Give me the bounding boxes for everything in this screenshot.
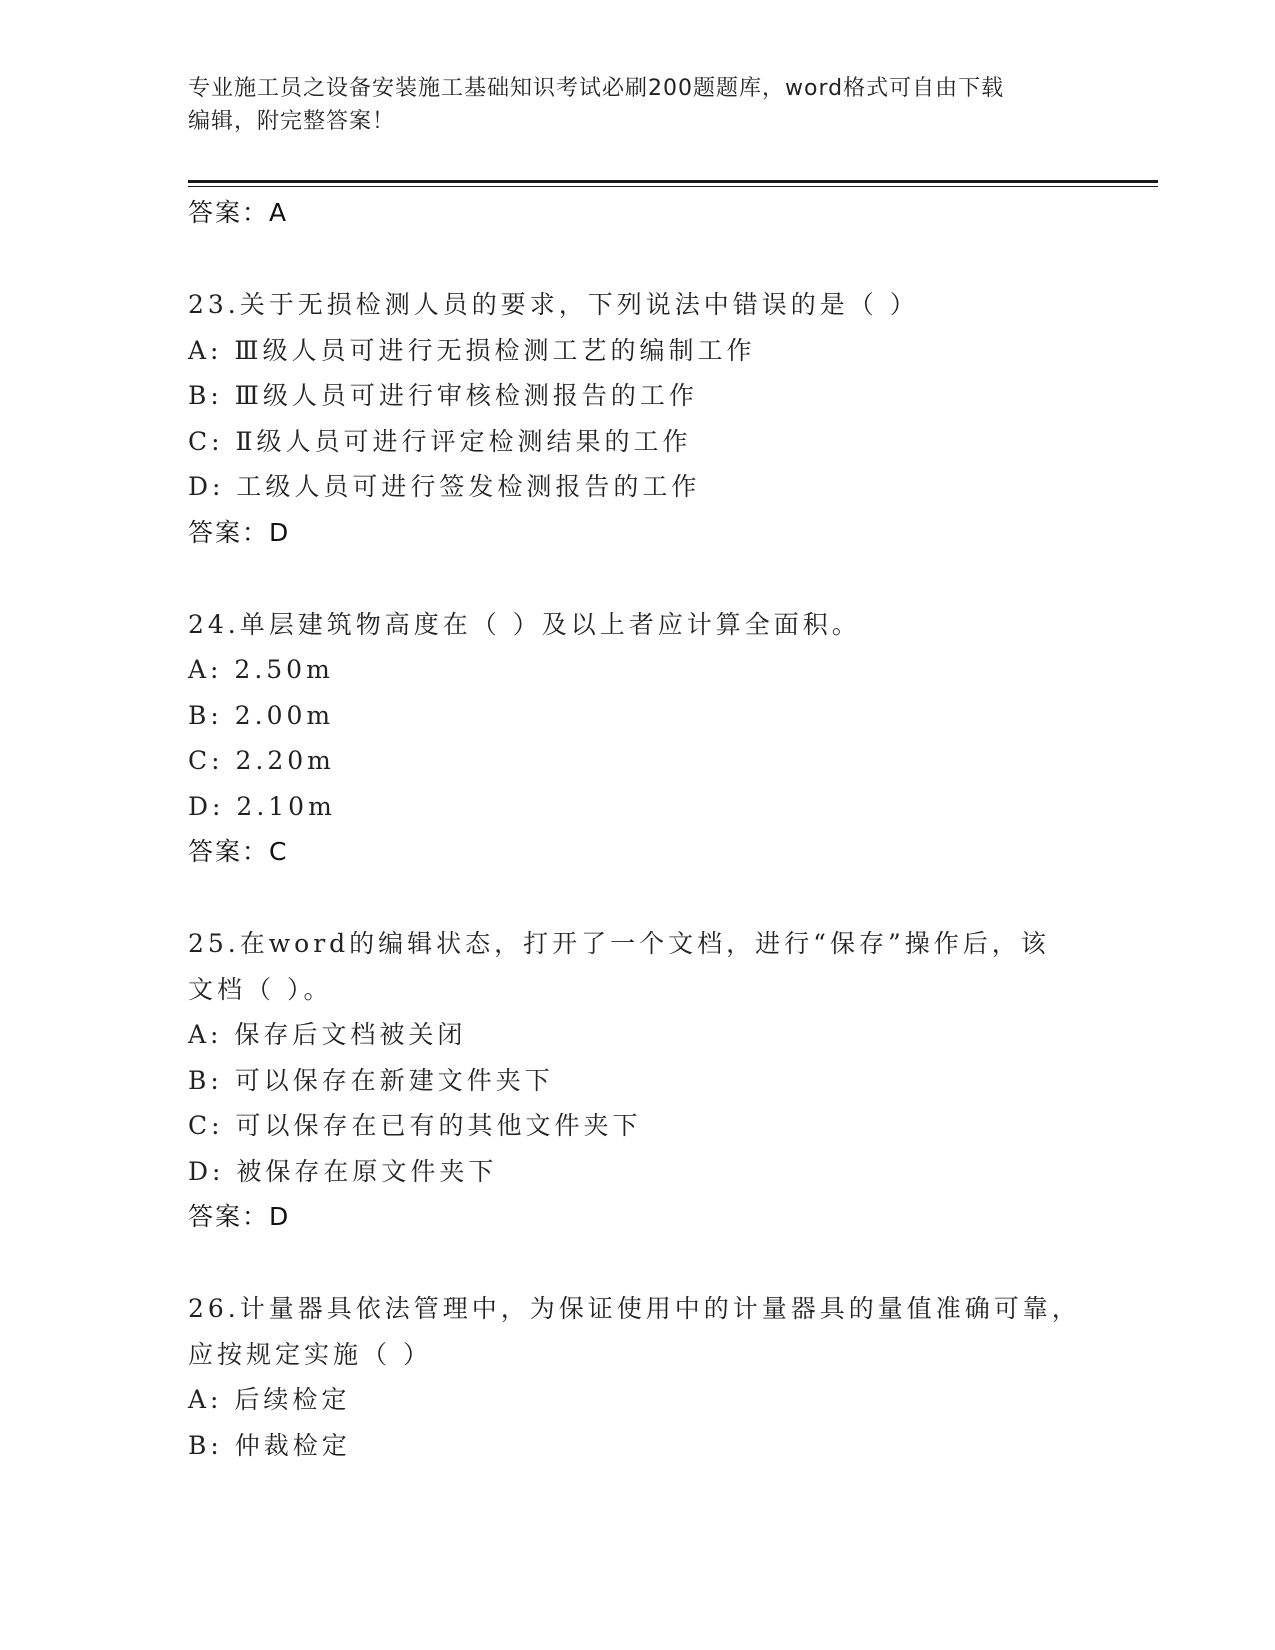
answer-line: 答案：C [188,837,289,866]
question-23 [188,282,1088,556]
spacer [188,1240,1088,1286]
answer-line: 答案：D [188,1202,291,1231]
option-b: B: 仲裁检定 [188,1430,351,1460]
question-text: 25.在word的编辑状态，打开了一个文档，进行“保存”操作后，该 [188,929,1050,958]
question-text-continued: 应按规定实施（ ） [188,1339,432,1369]
option-d: D: 2.10m [188,791,336,821]
answer-line: 答案：D [188,517,291,547]
spacer [188,556,1088,602]
option-a: A: 2.50m [188,655,334,684]
spacer [188,875,1088,921]
option-b: B: Ⅲ级人员可进行审核检测报告的工作 [188,381,698,410]
question-text: 23.关于无损检测人员的要求，下列说法中错误的是（ ） [188,290,919,319]
option-c: C: Ⅱ级人员可进行评定检测结果的工作 [188,426,692,456]
option-d: D: 被保存在原文件夹下 [188,1156,498,1186]
question-text-continued: 文档（ ）。 [188,974,333,1004]
option-a: A: 后续检定 [188,1385,351,1414]
option-b: B: 可以保存在新建文件夹下 [188,1065,554,1095]
previous-answer: 答案：A [188,198,289,227]
option-c: C: 2.20m [188,746,335,775]
header-rule-thin [188,186,1158,187]
question-text: 26.计量器具依法管理中，为保证使用中的计量器具的量值准确可靠， [188,1294,1081,1323]
option-c: C: 可以保存在已有的其他文件夹下 [188,1111,642,1140]
question-25 [188,921,1088,1240]
question-26 [188,1286,1088,1468]
option-a: A: Ⅲ级人员可进行无损检测工艺的编制工作 [188,335,756,365]
question-text: 24.单层建筑物高度在（ ）及以上者应计算全面积。 [188,609,861,639]
option-b: B: 2.00m [188,700,335,730]
option-d: D: 工级人员可进行签发检测报告的工作 [188,472,701,501]
spacer [188,236,1088,282]
option-a: A: 保存后文档被关闭 [188,1020,467,1049]
header-line-1: 专业施工员之设备安装施工基础知识考试必刷200题题库，word格式可自由下载 [188,76,1005,101]
document-body [188,190,1088,1468]
question-24 [188,602,1088,876]
document-header [188,72,1088,138]
header-rule-thick [188,180,1158,183]
header-line-2: 编辑，附完整答案！ [188,109,396,134]
